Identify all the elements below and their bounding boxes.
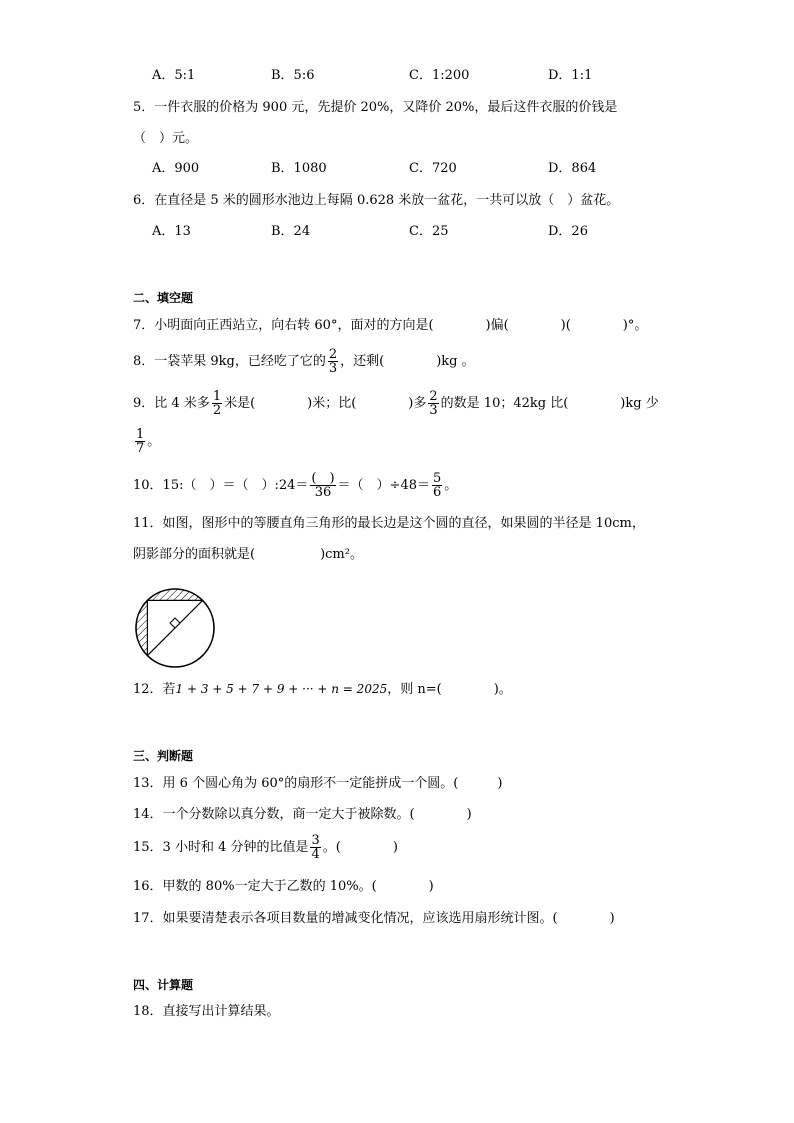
q10-fraction-1: $\frac{( )}{36}$ [311, 471, 335, 500]
q7-text: 7．小明面向正西站立，向右转 60°，面对的方向是( )偏( )( )°。 [133, 318, 648, 333]
q9-text-cont: $\frac{1}{7}$ 。 [136, 427, 161, 456]
q5-option-a: A．900 [152, 161, 200, 176]
q11-circle-triangle-figure [132, 585, 218, 671]
section-title-true-false: 三、判断题 [133, 749, 194, 763]
q18-text: 18．直接写出计算结果。 [133, 1004, 280, 1019]
q5-option-d: D．864 [548, 161, 597, 176]
q5-option-b: B．1080 [271, 161, 327, 176]
q9-fraction-1: $\frac{1}{2}$ [212, 389, 222, 418]
q4-option-b: B．5:6 [271, 68, 315, 83]
q11-text: 11．如图，图形中的等腰直角三角形的最长边是这个圆的直径，如果圆的半径是 10cm， [133, 516, 645, 531]
q12-equation: 1 + 3 + 5 + 7 + 9 + ··· + n = 2025 [175, 682, 388, 696]
section-title-calculation: 四、计算题 [133, 978, 194, 992]
q13-text: 13．用 6 个圆心角为 60°的扇形不一定能拼成一个圆。( ) [133, 776, 503, 791]
q4-option-a: A．5:1 [152, 68, 196, 83]
q17-text: 17．如果要清楚表示各项目数量的增减变化情况，应该选用扇形统计图。( ) [133, 911, 615, 926]
q16-text: 16．甲数的 80%一定大于乙数的 10%。( ) [133, 879, 434, 894]
q15-fraction: $\frac{3}{4}$ [311, 833, 320, 862]
q10-text: 10．15:（ ）＝（ ）:24＝ $\frac{( )}{36}$ ＝（ ）÷48＝ $\frac{5}{6}$ 。 [133, 471, 458, 500]
q4-option-c: C．1:200 [409, 68, 470, 83]
q9-fraction-2: $\frac{2}{3}$ [429, 389, 438, 418]
q11-text-cont: 阴影部分的面积就是( )cm²。 [133, 547, 363, 562]
q8-text: 8．一袋苹果 9kg，已经吃了它的 $\frac{2}{3}$ ，还剩( )kg 。 [133, 347, 475, 376]
q5-text: 5．一件衣服的价格为 900 元，先提价 20%，又降价 20%，最后这件衣服的价钱是 [133, 100, 618, 115]
q6-option-d: D．26 [548, 224, 588, 239]
q14-text: 14．一个分数除以真分数，商一定大于被除数。( ) [133, 807, 472, 822]
q5-text-cont: （ ）元。 [133, 131, 199, 146]
q10-fraction-2: $\frac{5}{6}$ [432, 471, 442, 500]
q6-option-a: A．13 [152, 224, 191, 239]
q9-text: 9．比 4 米多 $\frac{1}{2}$ 米是( )米；比( )多 $\frac{2}{3}$ 的数是 10；42kg 比( )kg 少 [133, 389, 659, 418]
q15-text: 15．3 小时和 4 分钟的比值是 $\frac{3}{4}$ 。( ) [133, 833, 398, 862]
q9-fraction-3: $\frac{1}{7}$ [136, 427, 145, 456]
section-title-fill-blank: 二、填空题 [133, 291, 194, 305]
q6-text: 6．在直径是 5 米的圆形水池边上每隔 0.628 米放一盆花，一共可以放（ ）盆花。 [133, 193, 620, 208]
q5-option-c: C．720 [409, 161, 457, 176]
q12-text: 12．若1 + 3 + 5 + 7 + 9 + ··· + n = 2025，则 n=( )。 [133, 682, 512, 697]
q4-option-d: D．1:1 [548, 68, 593, 83]
q6-option-b: B．24 [271, 224, 311, 239]
q6-option-c: C．25 [409, 224, 449, 239]
q8-fraction: $\frac{2}{3}$ [328, 347, 338, 376]
